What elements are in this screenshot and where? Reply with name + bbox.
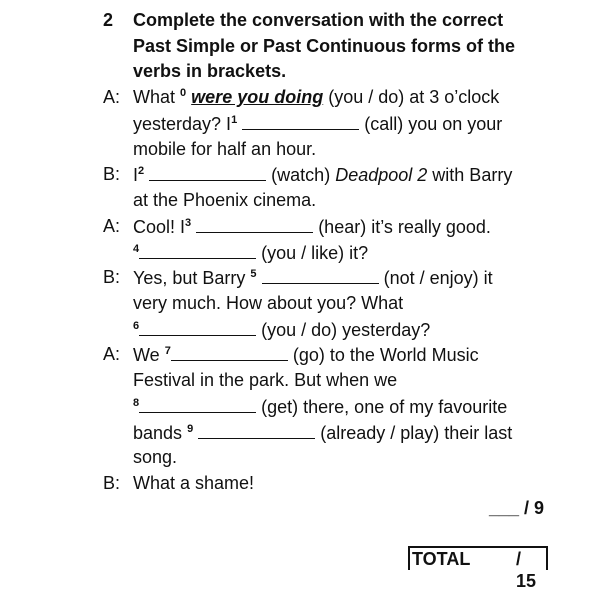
film-title: Deadpool 2 — [335, 165, 428, 185]
item-number: 4 — [133, 243, 140, 255]
instruction-line-2: Past Simple or Past Continuous forms of the — [133, 36, 516, 56]
conversation-line: $^6$ (you / do) yesterday? — [133, 320, 431, 340]
item-number: 9 — [187, 423, 194, 435]
total-score-box — [408, 546, 548, 591]
conversation-line: We $^7$ (go) to the World Music — [133, 345, 479, 365]
conversation-line: at the Phoenix cinema. — [133, 190, 317, 210]
item-number: 7 — [164, 345, 171, 357]
answer-blank[interactable] — [242, 113, 359, 130]
total-label: TOTAL — [412, 549, 471, 569]
answer-blank[interactable] — [139, 396, 256, 413]
item-number: 6 — [133, 320, 140, 332]
instruction-line-1: Complete the conversation with the correct — [133, 10, 504, 30]
item-number: 8 — [133, 397, 140, 409]
answer-blank[interactable] — [262, 267, 379, 284]
conversation-line: very much. How about you? What — [133, 293, 404, 313]
answer-blank[interactable] — [171, 344, 288, 361]
item-number: 1 — [231, 114, 238, 126]
exercise-number: 2 — [103, 10, 114, 30]
item-number: 2 — [138, 165, 145, 177]
speaker-label: A: — [103, 344, 121, 364]
speaker-label: B: — [103, 164, 121, 184]
conversation-line: $I^2$ (watch) Deadpool 2 with Barry — [133, 165, 513, 185]
answer-blank[interactable] — [149, 164, 266, 181]
answer-blank[interactable] — [139, 242, 256, 259]
total-value: / 15 — [516, 549, 537, 591]
answer-blank[interactable] — [139, 319, 256, 336]
answer-blank[interactable] — [198, 422, 315, 439]
conversation-line: Cool! $I^3$ (hear) it’s really good. — [133, 217, 491, 237]
conversation-line: mobile for half an hour. — [133, 139, 317, 159]
conversation-line: $^8$ (get) there, one of my favourite — [133, 397, 508, 417]
conversation-line: Festival in the park. But when we — [133, 370, 398, 390]
speaker-label: A: — [103, 87, 121, 107]
section-score: ___ / 9 — [489, 498, 545, 518]
speaker-label: A: — [103, 216, 121, 236]
instruction-line-3: verbs in brackets. — [133, 61, 287, 81]
speaker-label: B: — [103, 267, 121, 287]
answer-blank[interactable] — [196, 216, 313, 233]
conversation-line: What a shame! — [133, 473, 255, 493]
conversation-line: What $^0$ were you doing (you / do) at 3 o’clock — [133, 87, 500, 107]
item-number: 5 — [250, 268, 257, 280]
conversation-line: $^4$ (you / like) it? — [133, 243, 369, 263]
item-number: 3 — [185, 217, 192, 229]
conversation-line: song. — [133, 447, 178, 467]
conversation-line: bands $^9$ (already / play) their last — [133, 423, 513, 443]
speaker-label: B: — [103, 473, 121, 493]
example-answer: were you doing — [191, 87, 324, 107]
conversation-line: yesterday? $I^1$ (call) you on your — [133, 114, 503, 134]
conversation-line: Yes, but Barry $^5$ (not / enjoy) it — [133, 268, 493, 288]
item-number: 0 — [180, 87, 187, 99]
